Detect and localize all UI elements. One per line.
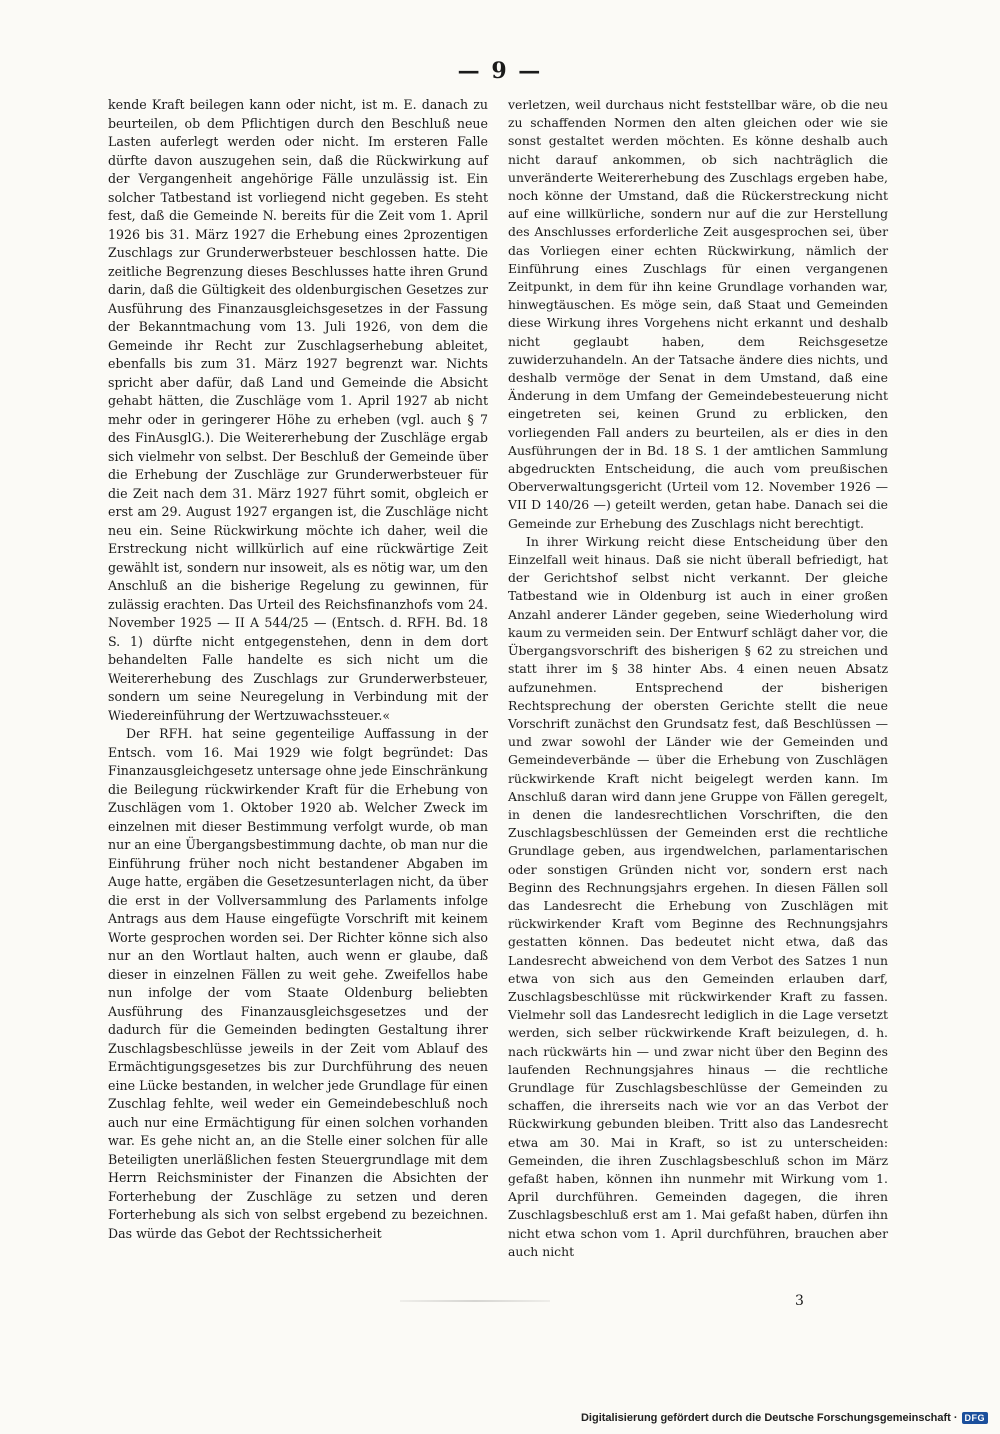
left-paragraph-2: Der RFH. hat seine gegenteilige Auffassung in der Entsch. vom 16. Mai 1929 wie folgt begründet: Das Finanzausgleichgesetz untersage ohne jede Einschränkung die Beilegung rückwirkender Kraft für die Erhebung von Zuschlägen vom 1. Oktober 1920 ab. Welcher Zweck im einzelnen mit dieser Bestimmung verfolgt wurde, ob man nur an eine Übergangsbestimmung dachte, ob man nur die Einführung früher noch nicht bestandener Abgaben im Auge hatte, ergäben die Gesetzesunterlagen nicht, da über die erst in der Vollversammlung des Parlaments infolge Antrags aus dem Hause eingefügte Vorschrift mit keinem Worte gesprochen worden sei. Der Richter könne sich also nur an den Wortlaut halten, auch wenn er glaube, daß dieser in einzelnen Fällen zu weit gehe. Zweifellos habe nun infolge der vom Staate Oldenburg beliebten Ausführung des Finanzausgleichsgesetzes und der dadurch für die Gemeinden bedingten Gestaltung ihrer Zuschlagsbeschlüsse jeweils in der Zeit vom Ablauf des Ermächtigungsgesetzes bis zur Durchführung des neuen eine Lücke bestanden, in welcher jede Grundlage für einen Zuschlag fehlte, weil weder ein Gemeindebeschluß noch auch nur eine Ermächtigung für einen solchen vorhanden war. Es gehe nicht an, an die Stelle einer solchen für alle Beteiligten unerläßlichen festen Steuergrundlage mit dem Herrn Reichsminister der Finanzen die Absichten der Forterhebung der Zuschläge zu setzen und deren Forterhebung als sich von selbst ergebend zu bezeichnen. Das würde das Gebot der Rechtssicherheit — [108, 726, 488, 1241]
footer-credit — [581, 1412, 988, 1424]
signature-mark: 3 — [795, 1293, 804, 1309]
right-paragraph-2: In ihrer Wirkung reicht diese Entscheidung über den Einzelfall weit hinaus. Daß sie nicht überall befriedigt, hat der Gerichtshof selbst nicht verkannt. Der gleiche Tatbestand wie in Oldenburg ist auch in einer großen Anzahl anderer Länder gegeben, seine Wiederholung wird kaum zu vermeiden sein. Der Entwurf schlägt daher vor, die Übergangsvorschrift des bisherigen § 62 zu streichen und statt ihrer im § 38 hinter Abs. 4 einen neuen Absatz aufzunehmen. Entsprechend der bisherigen Rechtsprechung der obersten Gerichte stellt die neue Vorschrift zunächst den Grundsatz fest, daß Beschlüssen — und zwar sowohl der Länder wie der Gemeinden und Gemeindeverbände — über die Erhebung von Zuschlägen rückwirkende Kraft nicht beigelegt werden kann. Im Anschluß daran wird dann jene Gruppe von Fällen geregelt, in denen die landesrechtlichen Vorschriften, die den Zuschlagsbeschlüssen der Gemeinden erst die rechtliche Grundlage geben, aus irgendwelchen, parlamentarischen oder sonstigen Gründen nicht vor, sondern erst nach Beginn des Rechnungsjahrs ergehen. In diesen Fällen soll das Landesrecht die Erhebung von Zuschlägen mit rückwirkender Kraft vom Beginne des Rechnungsjahrs gestatten können. Das bedeutet nicht etwa, daß das Landesrecht abweichend von dem Verbot des Satzes 1 nun etwa von sich aus den Gemeinden erlauben darf, Zuschlagsbeschlüsse mit rückwirkender Kraft zu fassen. Vielmehr soll das Landesrecht lediglich in die Lage versetzt werden, sich selber rückwirkende Kraft beizulegen, d. h. nach rückwärts hin — und zwar nicht über den Beginn des laufenden Rechnungsjahres hinaus — die rechtliche Grundlage für Zuschlagsbeschlüsse der Gemeinden zu schaffen, die ihrerseits nach wie vor an das Verbot der Rückwirkung gebunden bleiben. Tritt also das Landesrecht etwa am 30. Mai in Kraft, so ist zu unterscheiden: Gemeinden, die ihren Zuschlagsbeschluß schon im März gefaßt haben, können ihn nunmehr mit Wirkung vom 1. April durchführen. Gemeinden dagegen, die ihren Zuschlagsbeschluß erst am 1. Mai gefaßt haben, dürfen ihn nicht etwa schon vom 1. April durchführen, brauchen aber auch nicht — [508, 533, 888, 1259]
right-column — [508, 96, 888, 1261]
right-paragraph-1: verletzen, weil durchaus nicht feststellbar wäre, ob die neu zu schaffenden Normen den alten gleichen oder wie sie sonst gestaltet werden möchten. Es könne deshalb auch nicht darauf ankommen, ob sich nachträglich die unveränderte Weitererhebung des Zuschlags ergeben habe, noch könne der Umstand, daß die Rückerstreckung nicht auf eine willkürliche, sondern nur auf die zur Herstellung des Anschlusses erforderliche Zeit ausgesprochen sei, über das Vorliegen einer echten Rückwirkung, nämlich der Einführung eines Zuschlags für einen vergangenen Zeitpunkt, in dem für ihn keine Grundlage vorhanden war, hinwegtäuschen. Es möge sein, daß Staat und Gemeinden diese Wirkung ihres Vorgehens nicht erkannt und deshalb nicht geglaubt haben, dem Reichsgesetze zuwiderzuhandeln. An der Tatsache ändere dies nichts, und deshalb vermöge der Senat in dem Umstand, daß eine Änderung in dem Umfang der Gemeindebesteuerung nicht eingetreten sei, keinen Grund zu erblicken, den vorliegenden Fall anders zu beurteilen, als er dies in den Ausführungen der in Bd. 18 S. 1 der amtlichen Sammlung abgedruckten Entscheidung, die auch vom preußischen Oberverwaltungsgericht (Urteil vom 12. November 1926 — VII D 140/26 —) geteilt werden, getan habe. Danach sei die Gemeinde zur Erhebung des Zuschlags nicht berechtigt. — [508, 97, 888, 531]
print-smudge — [400, 1300, 550, 1302]
dfg-logo-icon: DFG — [962, 1412, 989, 1424]
page-number: — 9 — — [457, 58, 543, 84]
left-column — [108, 96, 488, 1243]
left-paragraph-1: kende Kraft beilegen kann oder nicht, ist m. E. danach zu beurteilen, ob dem Pflichtigen durch den Beschluß neue Lasten auferlegt werden oder nicht. Im ersteren Falle dürfte davon auszugehen sein, daß die Rückwirkung auf der Vergangenheit angehörige Fälle unzulässig ist. Ein solcher Tatbestand ist vorliegend nicht gegeben. Es steht fest, daß die Gemeinde N. bereits für die Zeit vom 1. April 1926 bis 31. März 1927 die Erhebung eines 2prozentigen Zuschlags zur Grunderwerbsteuer beschlossen hatte. Die zeitliche Begrenzung dieses Beschlusses hatte ihren Grund darin, daß die Gültigkeit des oldenburgischen Gesetzes zur Ausführung des Finanzausgleichsgesetzes in der Fassung der Bekanntmachung vom 13. Juli 1926, von dem die Gemeinde ihr Recht zur Zuschlagserhebung ableitet, ebenfalls bis zum 31. März 1927 begrenzt war. Nichts spricht aber dafür, daß Land und Gemeinde die Absicht gehabt hätten, die Zuschläge vom 1. April 1927 ab nicht mehr oder in geringerer Höhe zu erheben (vgl. auch § 7 des FinAusglG.). Die Weitererhebung der Zuschläge ergab sich vielmehr von selbst. Der Beschluß der Gemeinde über die Erhebung der Zuschläge zur Grunderwerbsteuer für die Zeit nach dem 31. März 1927 führt somit, obgleich er erst am 29. August 1927 ergangen ist, die Zuschläge nicht neu ein. Seine Rückwirkung möchte ich daher, weil die Erstreckung nicht willkürlich auf eine rückwärtige Zeit gewählt ist, sondern nur insoweit, als es nötig war, um den Anschluß an die bisherige Regelung zu gewinnen, für zulässig erachten. Das Urteil des Reichsfinanzhofs vom 24. November 1925 — II A 544/25 — (Entsch. d. RFH. Bd. 18 S. 1) dürfte nicht entgegenstehen, denn in dem dort behandelten Falle handelte es sich nicht um die Weitererhebung des Zuschlags zur Grunderwerbsteuer, sondern um seine Neuregelung in Verbindung mit der Wiedereinführung der Wertzuwachssteuer.« — [108, 97, 488, 723]
footer-text: Digitalisierung gefördert durch die Deutsche Forschungsgemeinschaft · — [580, 1412, 958, 1424]
